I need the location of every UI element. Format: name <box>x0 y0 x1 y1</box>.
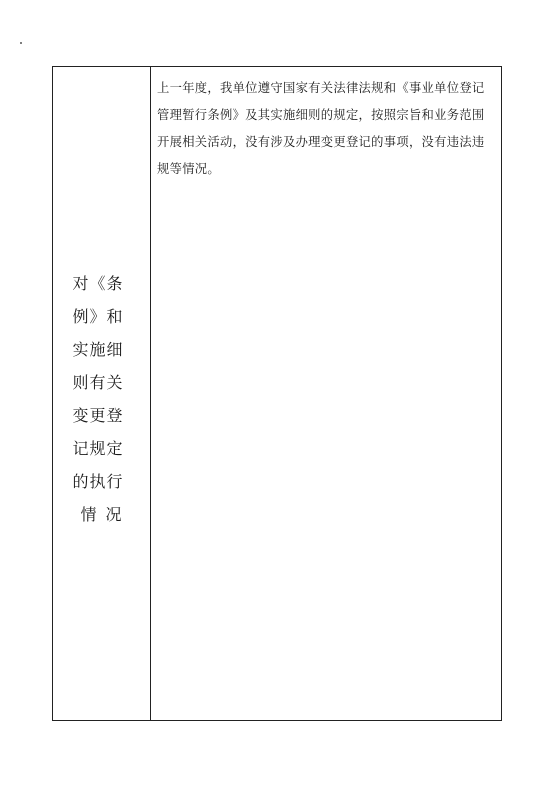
content-line: 规等情况。 <box>157 162 220 176</box>
scan-speck <box>20 42 22 44</box>
row-label-line: 例》和 <box>72 306 124 326</box>
content-line: 管理暂行条例》及其实施细则的规定，按照宗旨和业务范围 <box>157 108 485 122</box>
row-label-line: 的执行 <box>72 471 124 491</box>
row-content-cell <box>151 67 501 720</box>
content-line: 开展相关活动，没有涉及办理变更登记的事项，没有违法违 <box>157 135 485 149</box>
row-label-line: 对《条 <box>72 273 124 293</box>
row-label-line: 实施细 <box>72 339 124 359</box>
content-line: 上一年度，我单位遵守国家有关法律法规和《事业单位登记 <box>157 81 485 95</box>
row-label-line: 则有关 <box>72 372 124 392</box>
row-label <box>72 267 130 531</box>
row-label-line: 情况 <box>80 504 131 524</box>
row-label-line: 记规定 <box>72 438 124 458</box>
compliance-form-table <box>52 66 502 721</box>
row-label-cell <box>53 67 151 720</box>
row-label-line: 变更登 <box>72 405 124 425</box>
